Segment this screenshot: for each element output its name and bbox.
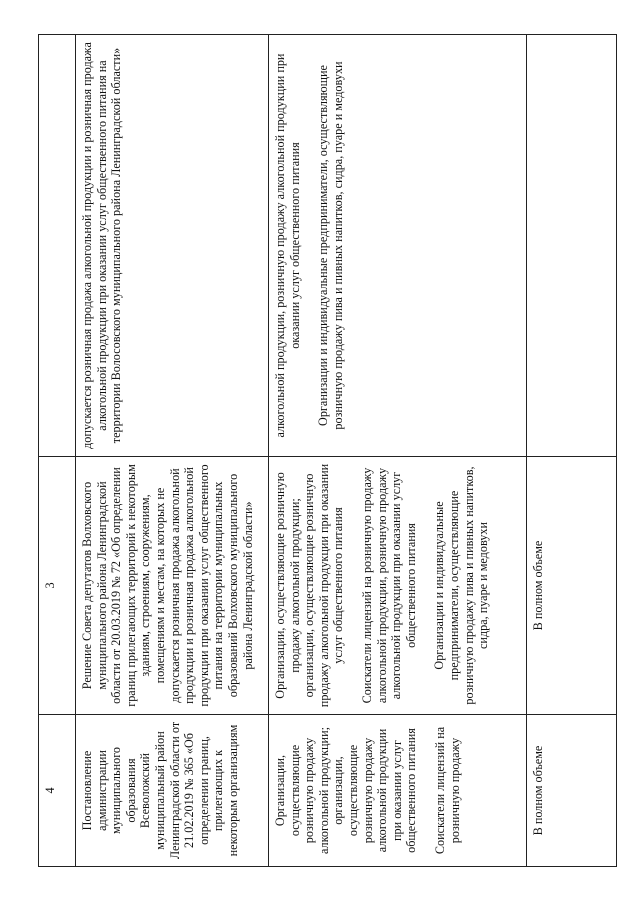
subject-text: Организации и индивидуальные предприниматели, осуществляющие розничную продажу пива и пивных напитков, сидра, пуаре и медовухи xyxy=(316,61,345,430)
table-row xyxy=(39,35,76,867)
row-number xyxy=(39,35,76,457)
row-number: 3 xyxy=(39,457,76,715)
legal-act-cell: Постановление администрации муниципального образования Всеволожский муниципальный район Ленинградской области от 21.02.2019 № 365 «Об определении границ, прилегающих к некоторым организациям xyxy=(76,715,269,867)
row-number: 4 xyxy=(39,715,76,867)
subject-text: Соискатели лицензий на розничную продажу xyxy=(432,726,462,855)
result-cell: В полном объеме xyxy=(527,457,617,715)
subject-text: Организации, осуществляющие розничную продажу алкогольной продукции; организации, осуществляющие розничную продажу алкогольной продукции при оказании услуг общественного питания xyxy=(273,727,419,854)
legal-act-cell: допускается розничная продажа алкогольной продукции и розничная продажа алкогольной продукции при оказании услуг общественного питания на территории Волосовского муниципального района Ленинградской области» xyxy=(76,35,269,457)
legal-act-cell: Решение Совета депутатов Волховского муниципального района Ленинградской области от 20.03.2019 № 72 «Об определении границ прилегающих территорий к некоторым зданиям, строениям, сооружениям, помещениям и местам, на которых не допускается розничная продажа алкогольной продукции и розничная продажа алкогольной продукции при оказании услуг общественного питания на территории муниципальных образований Волховского муниципального района Ленинградской области» xyxy=(76,457,269,715)
subject-text: алкогольной продукции, розничную продажу алкогольной продукции при оказании услуг общественного питания xyxy=(273,53,302,438)
subject-text: Организации и индивидуальные предприниматели, осуществляющие розничную продажу пива и пивных напитков, сидра, пуаре и медовухи xyxy=(432,466,491,705)
table-row xyxy=(527,35,617,867)
subject-text: Соискатели лицензий на розничную продажу алкогольной продукции, розничную продажу алкогольной продукции при оказании услуг общественного питания xyxy=(359,467,418,704)
result-cell: В полном объеме xyxy=(527,715,617,867)
subjects-cell xyxy=(269,715,527,867)
table-row xyxy=(269,35,527,867)
table-row xyxy=(76,35,269,867)
rotated-page xyxy=(38,35,616,867)
subject-text: Организации, осуществляющие розничную продажу алкогольной продукции; организации, осуществляющие розничную продажу алкогольной продукции при оказании услуг общественного питания xyxy=(273,463,346,708)
subjects-cell xyxy=(269,457,527,715)
regulation-table xyxy=(38,34,617,867)
subjects-cell xyxy=(269,35,527,457)
result-cell xyxy=(527,35,617,457)
